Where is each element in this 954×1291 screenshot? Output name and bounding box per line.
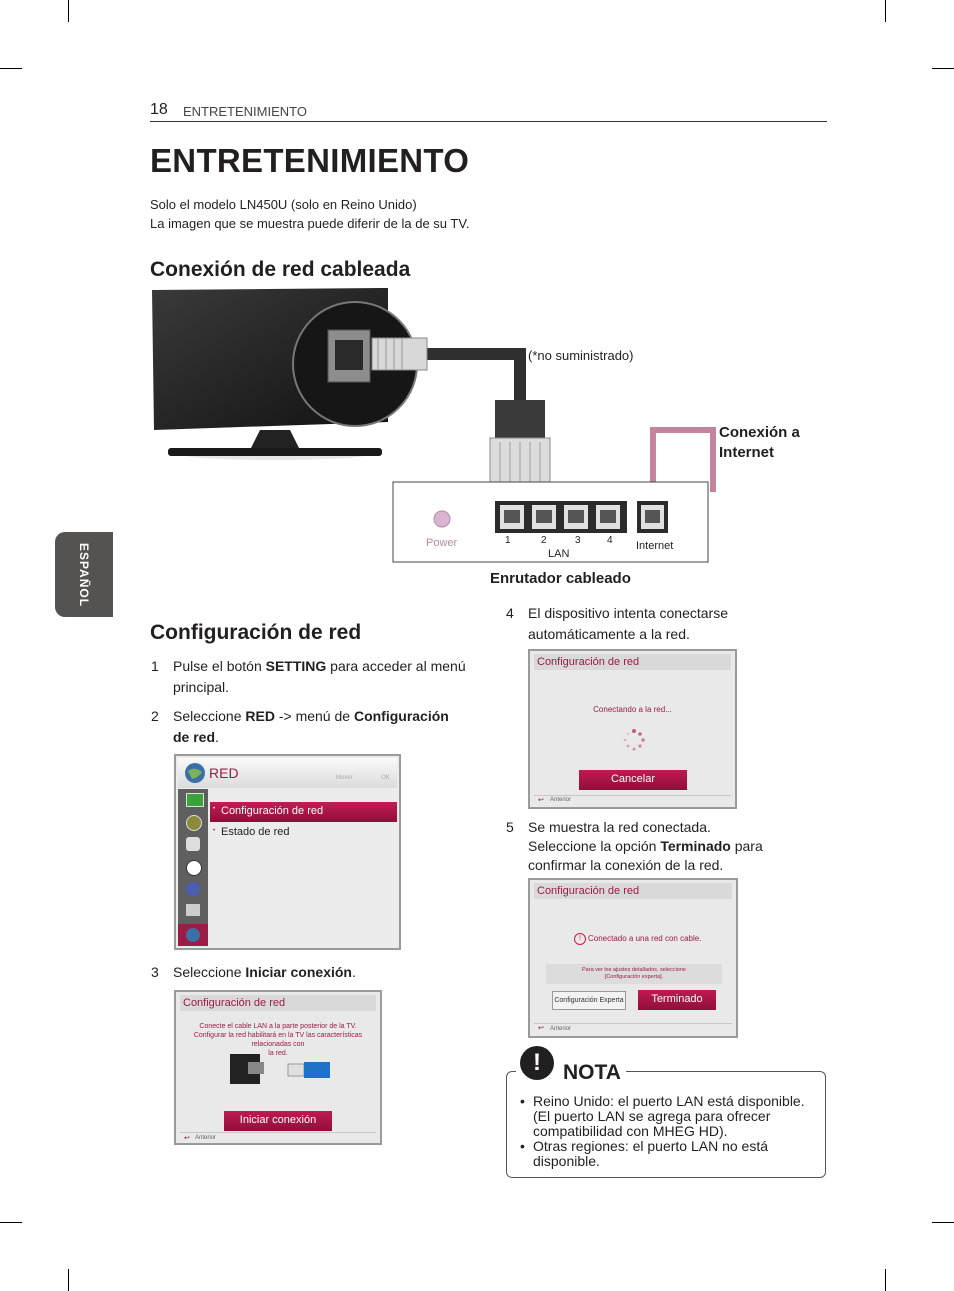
connecting-screenshot [528,649,737,809]
section-heading-wired: Conexión de red cableada [150,258,411,281]
step-4: 4 El dispositivo intenta conectarse automáticamente a la red. [506,605,728,642]
picture-icon[interactable] [186,793,204,807]
running-header: ENTRETENIMIENTO [183,104,307,119]
hint-ok: OK [381,775,390,781]
info-box: Para ver los ajustes detallados, seleccione [Configuración experta]. [546,964,722,984]
note-item: • Reino Unido: el puerto LAN está disponible. (El puerto LAN se agrega para ofrecer compatibilidad con MHEG HD). [520,1093,805,1139]
step-2: 2 Seleccione RED -> menú de Configuración de red. [151,708,449,745]
lan-label: LAN [548,548,570,560]
step-1: 1 Pulse el botón SETTING para acceder al menú principal. [151,658,466,695]
shot-title: Configuración de red [180,995,376,1011]
back-label[interactable]: Anterior [195,1135,217,1141]
lock-icon[interactable] [186,882,200,896]
shot-title: Configuración de red [534,883,732,899]
power-label: Power [426,537,458,549]
start-connection-screenshot [174,990,382,1145]
connected-status: Conectado a una red con cable. [588,934,702,943]
section-heading-config: Configuración de red [150,621,362,644]
instructions-text: Conecte el cable LAN a la parte posterior de la TV. Configurar la red habilitará en la TV las características relacionadas con la red. [193,1023,363,1057]
page-number: 18 [150,101,168,118]
crop-mark [932,68,954,69]
network-icon[interactable] [186,928,200,942]
option-icon[interactable] [186,904,200,916]
router-label: Enrutador cableado [490,570,631,587]
lan-port-number: 3 [575,535,581,546]
globe-icon [184,762,206,784]
connected-screenshot [528,878,738,1038]
crop-mark [932,1222,954,1223]
crop-mark [0,68,22,69]
note-list [518,1094,818,1169]
back-icon[interactable]: ↩ [184,1135,190,1142]
start-connection-button[interactable]: Iniciar conexión [224,1111,332,1131]
menu-header-label: RED [209,765,239,781]
hint-move: Mover [336,775,353,781]
lan-port-number: 4 [607,535,613,546]
crop-mark [885,0,886,22]
step-3: 3 Seleccione Iniciar conexión. [151,964,356,980]
header-rule [150,121,827,122]
tv-and-cable-icon [228,1052,332,1088]
menu-item-network-status[interactable]: • Estado de red [213,826,290,838]
internet-connection-label: Conexión a Internet [719,424,800,461]
step-5: 5 Se muestra la red conectada. Seleccione la opción Terminado para confirmar la conexión de la red. [506,819,763,873]
channel-icon[interactable] [186,837,200,851]
ethernet-plug [495,400,545,438]
back-label[interactable]: Anterior [550,1026,572,1032]
page-title: ENTRETENIMIENTO [150,142,470,179]
connecting-status: Conectando a la red... [593,705,672,714]
crop-mark [0,1222,22,1223]
crop-mark [885,1269,886,1291]
red-menu-screenshot [174,754,401,950]
info-icon: ! [574,933,586,945]
clock-icon[interactable] [186,860,202,876]
not-supplied-note: (*no suministrado) [528,348,634,363]
back-icon[interactable]: ↩ [538,1025,544,1032]
power-icon [434,511,450,527]
note-title: NOTA [563,1061,621,1084]
lan-port-number: 2 [541,535,547,546]
language-tab: ESPAÑOL [55,532,113,617]
back-icon[interactable]: ↩ [538,797,544,804]
exclamation-icon: ! [520,1046,554,1080]
cancel-button[interactable]: Cancelar [579,770,687,790]
note-item: • Otras regiones: el puerto LAN no está disponible. [520,1138,769,1169]
expert-settings-button[interactable]: Configuración Experta [552,991,626,1010]
crop-mark [68,1269,69,1291]
menu-item-config-red[interactable]: • Configuración de red [210,802,397,822]
crop-mark [68,0,69,22]
back-label[interactable]: Anterior [550,797,572,803]
internet-port-label: Internet [636,540,674,552]
done-button[interactable]: Terminado [638,990,716,1010]
lan-port-number: 1 [505,535,511,546]
loading-spinner-icon [623,729,645,751]
shot-title: Configuración de red [534,654,731,670]
audio-icon[interactable] [186,815,202,831]
intro-text: Solo el modelo LN450U (solo en Reino Unido) La imagen que se muestra puede diferir de la de su TV. [150,197,470,231]
